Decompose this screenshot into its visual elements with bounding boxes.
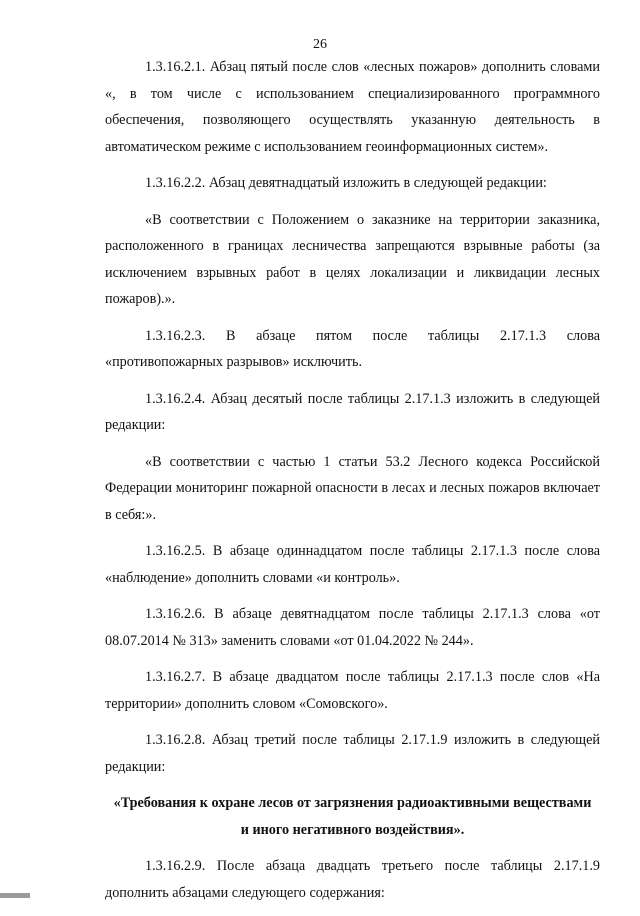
bold-heading-forest-protection: «Требования к охране лесов от загрязнения радиоактивными веществами и иного негативного воздействия».	[113, 795, 592, 838]
paragraph-1-3-16-2-7: 1.3.16.2.7. В абзаце двадцатом после таблицы 2.17.1.3 после слов «На территории» дополнить словом «Сомовского».	[105, 669, 600, 712]
quoted-paragraph-monitoring: «В соответствии с частью 1 статьи 53.2 Лесного кодекса Российской Федерации мониторинг пожарной опасности в лесах и лесных пожаров включает в себя:».	[105, 453, 600, 523]
paragraph-1-3-16-2-2: 1.3.16.2.2. Абзац девятнадцатый изложить в следующей редакции:	[145, 175, 547, 192]
paragraph-1-3-16-2-4: 1.3.16.2.4. Абзац десятый после таблицы 2.17.1.3 изложить в следующей редакции:	[105, 390, 600, 434]
paragraph-1-3-16-2-9: 1.3.16.2.9. После абзаца двадцать третьего после таблицы 2.17.1.9 дополнить абзацами следующего содержания:	[105, 858, 600, 901]
document-body	[105, 54, 600, 916]
paragraph-1-3-16-2-8: 1.3.16.2.8. Абзац третий после таблицы 2.17.1.9 изложить в следующей редакции:	[105, 732, 600, 775]
quoted-paragraph-zakaznik: «В соответствии с Положением о заказнике на территории заказника, расположенного в границах лесничества запрещаются взрывные работы (за исключением взрывных работ в целях локализации и ликвидации лесных пожаров).».	[105, 211, 600, 308]
scan-edge-mark	[0, 893, 30, 898]
paragraph-1-3-16-2-6: 1.3.16.2.6. В абзаце девятнадцатом после таблицы 2.17.1.3 слова «от 08.07.2014 № 313» заменить словами «от 01.04.2022 № 244».	[105, 606, 600, 649]
paragraph-1-3-16-2-5: 1.3.16.2.5. В абзаце одиннадцатом после таблицы 2.17.1.3 после слова «наблюдение» дополнить словами «и контроль».	[105, 543, 600, 586]
paragraph-1-3-16-2-3: 1.3.16.2.3. В абзаце пятом после таблицы 2.17.1.3 слова «противопожарных разрывов» исключить.	[105, 327, 600, 371]
page-number: 26	[313, 37, 327, 52]
paragraph-1-3-16-2-1: 1.3.16.2.1. Абзац пятый после слов «лесных пожаров» дополнить словами «, в том числе с использованием специализированного программного обеспечения, позволяющего осуществлять указанную деятельность в автоматическом режиме с использованием геоинформационных систем».	[105, 59, 600, 155]
